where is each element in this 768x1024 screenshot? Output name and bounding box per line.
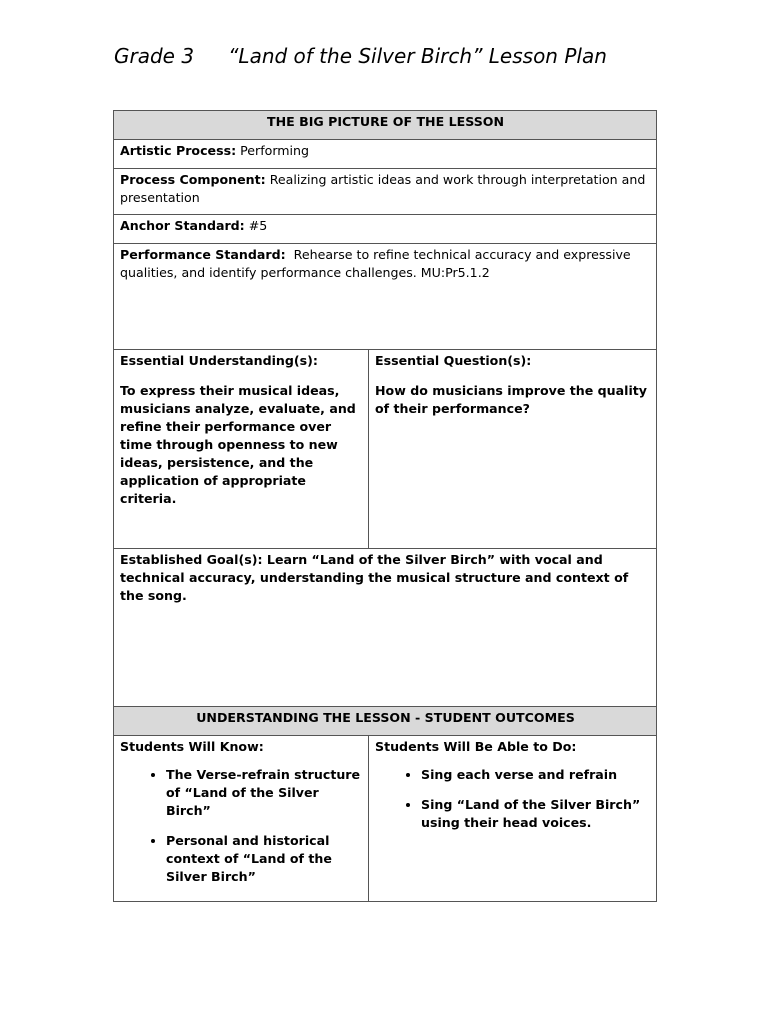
- anchor-standard-label: Anchor Standard:: [120, 218, 245, 233]
- lesson-plan-table: [113, 110, 657, 902]
- essential-understanding-text: To express their musical ideas, musicians analyze, evaluate, and refine their performance over time through openness to new ideas, persistence, and the application of appropriate criteria.: [120, 383, 356, 506]
- will-know-list: [120, 766, 363, 886]
- artistic-process-value: Performing: [240, 143, 310, 158]
- established-goal-label: Established Goal(s):: [120, 552, 263, 567]
- student-outcomes-header-row: [114, 707, 657, 736]
- established-goal-row: [114, 549, 657, 707]
- page-title: [114, 44, 607, 68]
- student-outcomes-row: [114, 736, 657, 902]
- established-goal-text: Learn “Land of the Silver Birch” with vocal and technical accuracy, understanding the musical structure and context of the song.: [120, 552, 629, 603]
- essential-question-cell: [369, 350, 657, 549]
- essential-understanding-label: Essential Understanding(s):: [120, 353, 318, 368]
- essential-understanding-cell: [114, 350, 369, 549]
- performance-standard-value: Rehearse to refine technical accuracy and expressive qualities, and identify performance challenges. MU:Pr5.1.2: [120, 247, 631, 280]
- process-component-row: [114, 169, 657, 215]
- essentials-row: [114, 350, 657, 549]
- will-do-label: Students Will Be Able to Do:: [375, 739, 577, 754]
- essential-question-text: How do musicians improve the quality of their performance?: [375, 383, 647, 416]
- process-component-label: Process Component:: [120, 172, 266, 187]
- will-know-cell: [114, 736, 369, 902]
- big-picture-header-row: [114, 111, 657, 140]
- will-know-label: Students Will Know:: [120, 739, 264, 754]
- performance-standard-row: [114, 244, 657, 350]
- established-goal-cell: [114, 549, 657, 707]
- performance-standard-label: Performance Standard:: [120, 247, 286, 262]
- will-do-cell: [369, 736, 657, 902]
- list-item: • Personal and historical context of “Land of the Silver Birch”: [166, 832, 363, 886]
- anchor-standard-row: [114, 215, 657, 244]
- artistic-process-label: Artistic Process:: [120, 143, 237, 158]
- will-do-list: [375, 766, 651, 832]
- artistic-process-row: [114, 140, 657, 169]
- essential-question-label: Essential Question(s):: [375, 353, 532, 368]
- lesson-title: “Land of the Silver Birch” Lesson Plan: [228, 44, 607, 68]
- student-outcomes-header: UNDERSTANDING THE LESSON - STUDENT OUTCOMES: [114, 707, 657, 736]
- anchor-standard-value: #5: [248, 218, 268, 233]
- process-component-value: Realizing artistic ideas and work through interpretation and presentation: [120, 172, 646, 205]
- list-item: • Sing “Land of the Silver Birch” using their head voices.: [421, 796, 651, 832]
- grade-label: Grade 3: [114, 44, 195, 68]
- big-picture-header: THE BIG PICTURE OF THE LESSON: [114, 111, 657, 140]
- list-item: • The Verse-refrain structure of “Land of the Silver Birch”: [166, 766, 363, 820]
- list-item: • Sing each verse and refrain: [421, 766, 651, 784]
